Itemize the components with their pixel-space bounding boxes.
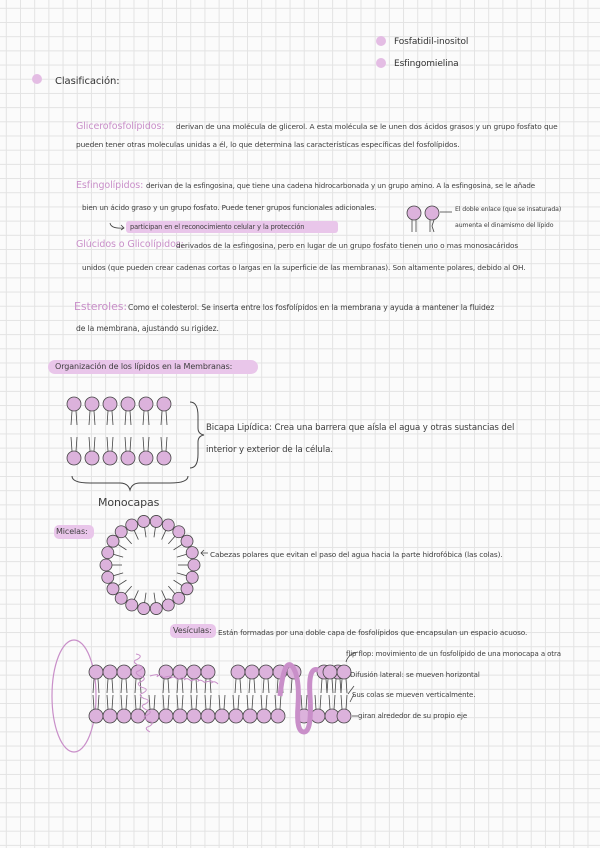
phospholipid-head: [85, 451, 99, 465]
movement-flip-flop: flip flop: movimiento de un fosfolípido de una monocapa a otra: [346, 650, 561, 658]
phospholipid-tail: [301, 695, 307, 709]
glucidos-line2: unidos (que pueden crear cadenas cortas o largas en la superficie de las membranas). Son altamente polares, debido al OH.: [82, 263, 526, 272]
phospholipid-head: [157, 397, 171, 411]
phospholipid-tail: [107, 695, 113, 709]
movement-tails: Sus colas se mueven verticalmente.: [352, 691, 476, 699]
phospholipid-tail: [247, 695, 253, 709]
phospholipid-tail: [275, 695, 281, 709]
phospholipid-head: [131, 709, 145, 723]
phospholipid-tail: [235, 679, 241, 693]
phospholipid-tail: [135, 695, 141, 709]
bracket: [188, 400, 208, 470]
phospholipid-head: [215, 709, 229, 723]
micelle-head: [115, 526, 127, 538]
phospholipid-tail: [121, 695, 127, 709]
phospholipid-tail: [107, 437, 113, 451]
micelle-head: [173, 592, 185, 604]
phospholipid-head: [67, 397, 81, 411]
vesicle-outline: [52, 640, 96, 752]
bilayer-diagram: [64, 392, 194, 472]
phospholipid-head: [173, 665, 187, 679]
phospholipid-head: [139, 397, 153, 411]
phospholipid-tail: [261, 695, 267, 709]
phospholipid-tail: [341, 695, 347, 709]
micelle-head: [150, 603, 162, 615]
monocapas-label: Monocapas: [98, 496, 160, 509]
membrane-diagram: [48, 636, 368, 756]
top-list-item-1: Fosfatidil-inositol: [394, 37, 469, 47]
glicerofosfolipidos-line2: pueden tener otras moleculas unidas a él, lo que determina las características específicas del fosfolípidos.: [76, 140, 460, 149]
phospholipid-tail: [177, 695, 183, 709]
section-bullet: [32, 74, 42, 84]
phospholipid-head: [121, 451, 135, 465]
phospholipid-tail: [125, 411, 131, 425]
esteroles-line1: Como el colesterol. Se inserta entre los fosfolípidos en la membrana y ayuda a mantener la fluidez: [128, 303, 495, 312]
double-bond-lipid-icon: [404, 204, 454, 234]
micelle-head: [107, 583, 119, 595]
organizacion-title: Organización de los lípidos en la Membranas:: [55, 362, 233, 371]
phospholipid-tail: [143, 411, 149, 425]
movement-lateral: Difusión lateral: se mueven horizontal: [350, 671, 480, 679]
phospholipid-tail: [107, 679, 113, 693]
phospholipid-tail: [219, 695, 225, 709]
glucidos-term: Glúcidos o Glicolípidos:: [76, 239, 184, 250]
phospholipid-head: [173, 709, 187, 723]
phospholipid-head: [337, 665, 351, 679]
bicapa-line2: interior y exterior de la célula.: [206, 445, 333, 455]
micelle-diagram: [90, 510, 210, 620]
phospholipid-head: [271, 709, 285, 723]
phospholipid-tail: [177, 679, 183, 693]
phospholipid-tail: [71, 411, 77, 425]
phospholipid-tail: [107, 411, 113, 425]
micelle-head: [162, 519, 174, 531]
phospholipid-head: [259, 665, 273, 679]
phospholipid-head: [187, 709, 201, 723]
phospholipid-tail: [205, 695, 211, 709]
micelas-label: Micelas:: [56, 527, 88, 536]
phospholipid-head: [323, 665, 337, 679]
phospholipid-tail: [149, 695, 155, 709]
phospholipid-tail: [263, 679, 269, 693]
esfingolipidos-term: Esfingolípidos:: [76, 180, 144, 191]
micelle-head: [188, 559, 200, 571]
phospholipid-head: [121, 397, 135, 411]
phospholipid-tail: [161, 437, 167, 451]
phospholipid-head: [229, 709, 243, 723]
phospholipid-head: [89, 665, 103, 679]
micelle-head: [102, 547, 114, 559]
vesiculas-label: Vesículas:: [173, 626, 212, 635]
micelle-head: [186, 571, 198, 583]
phospholipid-tail: [163, 695, 169, 709]
vesiculas-description: Están formadas por una doble capa de fosfolípidos que encapsulan un espacio acuoso.: [218, 628, 528, 637]
phospholipid-tail: [341, 679, 347, 693]
phospholipid-tail: [191, 679, 197, 693]
micelle-head: [150, 515, 162, 527]
arrow-icon: [109, 222, 127, 232]
esfingolipidos-line1: derivan de la esfingosina, que tiene una cadena hidrocarbonada y un grupo amino. A la esfingosina, se le añade: [146, 181, 536, 190]
phospholipid-tail: [191, 695, 197, 709]
bicapa-line1: Bicapa Lipídica: Crea una barrera que aísla el agua y otras sustancias del: [206, 423, 515, 433]
bottom-brace: [70, 474, 192, 492]
phospholipid-head: [89, 709, 103, 723]
phospholipid-head: [103, 397, 117, 411]
phospholipid-tail: [89, 437, 95, 451]
phospholipid-head: [157, 451, 171, 465]
micelle-head: [102, 571, 114, 583]
phospholipid-head: [117, 709, 131, 723]
phospholipid-tail: [121, 679, 127, 693]
phospholipid-head: [103, 451, 117, 465]
phospholipid-tail: [143, 437, 149, 451]
phospholipid-head: [103, 709, 117, 723]
double-bond-note-1: El doble enlace (que se insaturada): [455, 206, 562, 213]
micelle-head: [115, 592, 127, 604]
phospholipid-tail: [71, 437, 77, 451]
top-list-item-2: Esfingomielina: [394, 59, 459, 69]
list-bullet: [376, 36, 386, 46]
phospholipid-head: [231, 665, 245, 679]
phospholipid-head: [201, 709, 215, 723]
phospholipid-head: [201, 665, 215, 679]
phospholipid-head: [67, 451, 81, 465]
micelle-head: [126, 599, 138, 611]
phospholipid-head: [245, 665, 259, 679]
esfingolipidos-line2: bien un ácido graso y un grupo fosfato. Puede tener grupos funcionales adicionales.: [82, 203, 377, 212]
micelas-description: Cabezas polares que evitan el paso del agua hacia la parte hidrofóbica (las colas).: [210, 550, 503, 559]
phospholipid-tail: [233, 695, 239, 709]
phospholipid-head: [243, 709, 257, 723]
esteroles-term: Esteroles:: [74, 300, 128, 313]
glicerofosfolipidos-term: Glicerofosfolípidos:: [76, 121, 165, 132]
micelle-head: [138, 603, 150, 615]
phospholipid-tail: [89, 411, 95, 425]
glucidos-line1: derivados de la esfingosina, pero en lugar de un grupo fosfato tienen uno o mas monosacáridos: [176, 241, 519, 250]
micelle-head: [138, 515, 150, 527]
phospholipid-head: [117, 665, 131, 679]
phospholipid-tail: [249, 679, 255, 693]
micelle-head: [181, 535, 193, 547]
phospholipid-tail: [125, 437, 131, 451]
micelle-head: [186, 547, 198, 559]
phospholipid-head: [257, 709, 271, 723]
micelle-head: [126, 519, 138, 531]
micelle-head: [173, 526, 185, 538]
phospholipid-head: [139, 451, 153, 465]
phospholipid-head: [159, 709, 173, 723]
list-bullet: [376, 58, 386, 68]
phospholipid-tail: [163, 679, 169, 693]
phospholipid-tail: [327, 679, 333, 693]
phospholipid-head: [187, 665, 201, 679]
phospholipid-head: [103, 665, 117, 679]
esfingolipidos-note: participan en el reconocimiento celular y la protección: [130, 223, 305, 231]
double-bond-note-2: aumenta el dinamismo del lípido: [455, 222, 554, 229]
micelle-head: [100, 559, 112, 571]
micelle-head: [181, 583, 193, 595]
phospholipid-tail: [315, 695, 321, 709]
esteroles-line2: de la membrana, ajustando su rigidez.: [76, 324, 219, 333]
phospholipid-tail: [321, 679, 327, 693]
arrow-icon: [200, 549, 210, 557]
movement-rotation: giran alrededor de su propio eje: [358, 712, 468, 720]
phospholipid-head: [337, 709, 351, 723]
clasificacion-title: Clasificación:: [55, 76, 120, 87]
micelle-head: [162, 599, 174, 611]
phospholipid-head: [311, 709, 325, 723]
phospholipid-tail: [161, 411, 167, 425]
micelle-head: [107, 535, 119, 547]
phospholipid-tail: [329, 695, 335, 709]
phospholipid-tail: [335, 679, 341, 693]
glicerofosfolipidos-line1: derivan de una molécula de glicerol. A esta molécula se le unen dos ácidos grasos y un grupo fosfato que: [176, 122, 558, 131]
phospholipid-head: [85, 397, 99, 411]
